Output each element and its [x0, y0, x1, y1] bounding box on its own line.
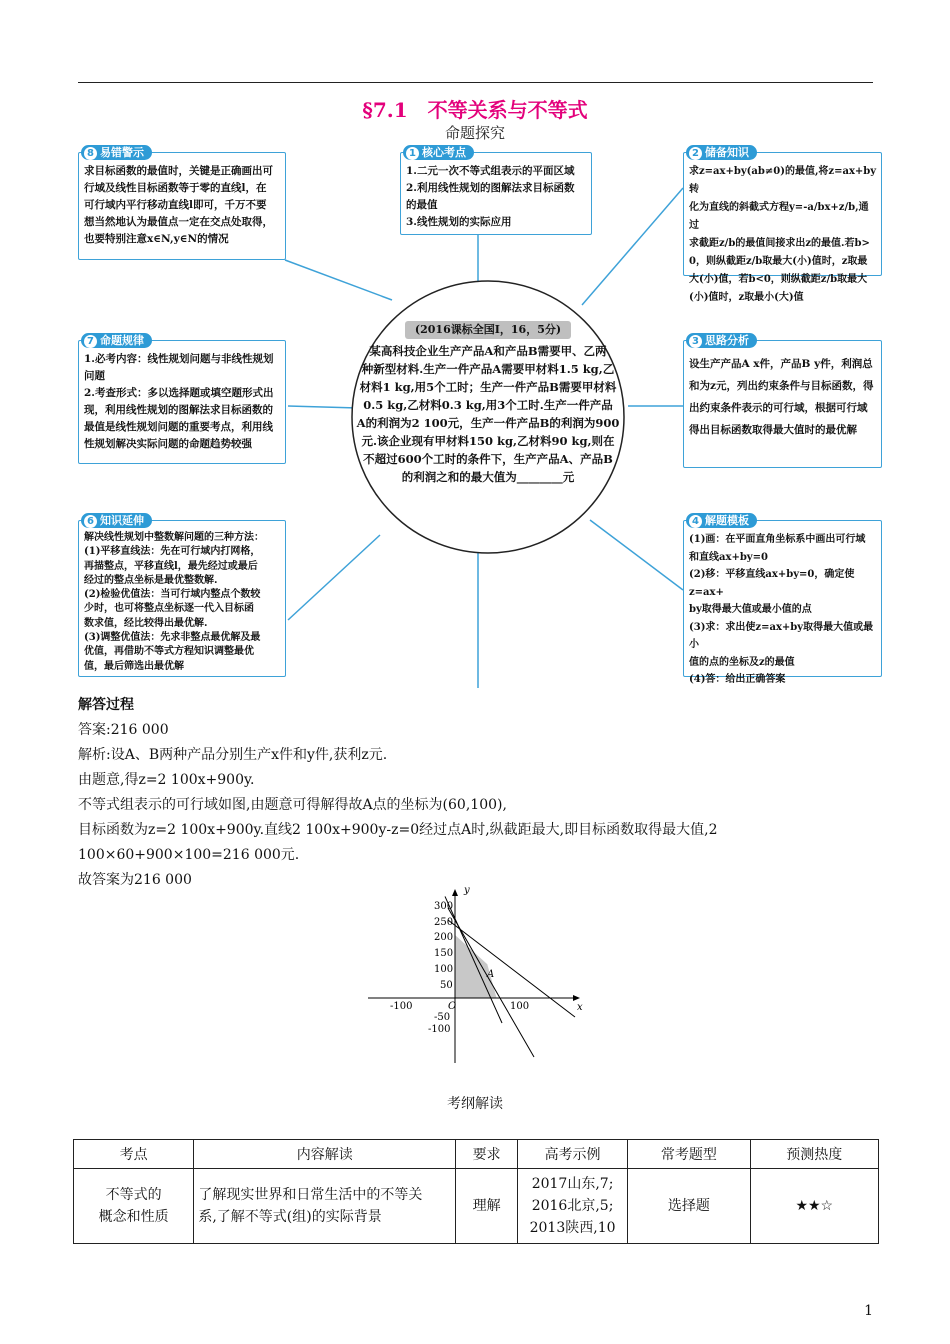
problem-source: (2016课标全国Ⅰ，16，5分) [405, 321, 571, 339]
solution-heading: 解答过程 [78, 697, 134, 713]
connector-4 [590, 520, 683, 590]
cell-content: 了解现实世界和日常生活中的不等关 系,了解不等式(组)的实际背景 [194, 1169, 456, 1244]
box-error-warning: 8 易错警示 求目标函数的最值时，关键是正确画出可 行域及线性目标函数等于零的直线l，在 可行域内平行移动直线l即可，千万不要 想当然地认为最值点一定在交点处取得， 也要特别注意x∈N,y∈N的情况 [78, 152, 286, 260]
box-thinking: 3 思路分析 设生产产品A x件，产品B y件，利润总 和为z元，列出约束条件与目标函数，得 出约束条件表示的可行域，根据可行域 得出目标函数取得最大值时的最优解 [683, 340, 882, 468]
point-a-label: A [487, 969, 495, 980]
connector-6 [288, 535, 380, 620]
header-cell: 预测热度 [750, 1140, 878, 1169]
box-template: 4 解题模板 (1)画：在平面直角坐标系中画出可行域 和直线ax+by=0 (2)移：平移直线ax+by=0，确定使z=ax+ by取得最大值或最小值的点 (3)求：求出使z=ax+by取得最大值或最小 值的点的坐标及z的最值 (4)答：给出正确答案 [683, 520, 882, 677]
box-extension: 6 知识延伸 解决线性规划中整数解问题的三种方法： (1)平移直线法：先在可行域内打网格， 再描整点，平移直线l，最先经过或最后 经过的整点坐标是最优整数解. (2)检验优值法：当可行域内整点个数较 少时，也可将整点坐标逐一代入目标函 数求值，经比较得出最优解. (3)调整优值法：先求非整点最优解及最 优值，再借助不等式方程知识调整最优 值，最后筛选出最优解 [78, 520, 286, 677]
header-cell: 内容解读 [194, 1140, 456, 1169]
box-tag-2: 2 储备知识 [686, 145, 757, 160]
connector-8 [285, 260, 392, 300]
syllabus-table [73, 1139, 879, 1244]
cell-topic: 不等式的 概念和性质 [74, 1169, 194, 1244]
y-tick: 100 [434, 964, 454, 975]
box-tag-4: 4 解题模板 [686, 513, 757, 528]
box-tag-7: 7 命题规律 [81, 333, 152, 348]
table-caption: 考纲解读 [447, 1096, 503, 1112]
header-cell: 要求 [456, 1140, 518, 1169]
header-rule [78, 82, 873, 83]
box-tag-1: 1 核心考点 [403, 145, 474, 160]
y-tick: 50 [440, 980, 453, 991]
y-tick: 200 [434, 932, 454, 943]
y-tick: 250 [434, 917, 454, 928]
y-axis-label: y [464, 885, 470, 896]
header-cell: 考点 [74, 1140, 194, 1169]
header-cell: 常考题型 [628, 1140, 750, 1169]
table-header-row [74, 1140, 879, 1169]
feasible-region-graph [360, 885, 590, 1070]
x-axis-label: x [577, 1002, 583, 1013]
x-tick: 100 [510, 1001, 530, 1012]
box-pattern: 7 命题规律 1.必考内容：线性规划问题与非线性规划 问题 2.考查形式：多以选择题或填空题形式出 现，利用线性规划的图解法求目标函数的 最值是线性规划问题的重要考点，利用线 性规划解决实际问题的命题趋势较强 [78, 340, 286, 464]
page-title: §7.1 不等关系与不等式 [362, 98, 588, 122]
y-tick: 300 [434, 901, 454, 912]
box-tag-6: 6 知识延伸 [81, 513, 152, 528]
connector-2 [582, 188, 683, 305]
header-cell: 高考示例 [517, 1140, 627, 1169]
y-tick: -100 [428, 1024, 451, 1035]
table-row [74, 1169, 879, 1244]
box-tag-3: 3 思路分析 [686, 333, 757, 348]
y-tick: -50 [434, 1012, 451, 1023]
page-number: 1 [864, 1303, 873, 1319]
box-prerequisite: 2 储备知识 求z=ax+by(ab≠0)的最值,将z=ax+by转 化为直线的斜截式方程y=-a/bx+z/b,通过 求截距z/b的最值间接求出z的最值.若b> 0，则纵截距z/b取最大(小)值时，z取最 大(小)值，若b<0，则纵截距z/b取最大 (小)值时，z取最小(大)值 [683, 152, 882, 276]
box-tag-8: 8 易错警示 [81, 145, 152, 160]
cell-examples: 2017山东,7; 2016北京,5; 2013陕西,10 [517, 1169, 627, 1244]
cell-question-type: 选择题 [628, 1169, 750, 1244]
section-subtitle: 命题探究 [444, 124, 505, 142]
y-tick: 150 [434, 948, 454, 959]
cell-heat: ★★☆ [750, 1169, 878, 1244]
cell-requirement: 理解 [456, 1169, 518, 1244]
origin-label: O [448, 1001, 457, 1012]
feasible-region [455, 935, 497, 998]
center-problem: (2016课标全国Ⅰ，16，5分) 某高科技企业生产产品A和产品B需要甲、乙两 种新型材料.生产一件产品A需要甲材料1.5 kg,乙 材料1 kg,用5个工时；生产一件产品B需要甲材料 0.5 kg,乙材料0.3 kg,用3个工时.生产一件产品 A的利润为2 100元，生产一件产品B的利润为900 元.该企业现有甲材料150 kg,乙材料90 kg,则在 不超过600个工时的条件下，生产产品A、产品B 的利润之和的最大值为________元 [356, 323, 620, 484]
x-tick: -100 [390, 1001, 413, 1012]
solution-section: 解答过程 答案:216 000 解析:设A、B两种产品分别生产x件和y件,获利z元. 由题意,得z=2 100x+900y. 不等式组表示的可行域如图,由题意可得解得故A点的坐标为(60,100), 目标函数为z=2 100x+900y.直线2 100x+900y-z=0经过点A时,纵截距最大,即目标函数取得最大值,2 100×60+900×100=216 000元. 故答案为216 000 [78, 693, 878, 893]
box-core-points: 1 核心考点 1.二元一次不等式组表示的平面区域 2.利用线性规划的图解法求目标函数 的最值 3.线性规划的实际应用 [400, 152, 592, 235]
